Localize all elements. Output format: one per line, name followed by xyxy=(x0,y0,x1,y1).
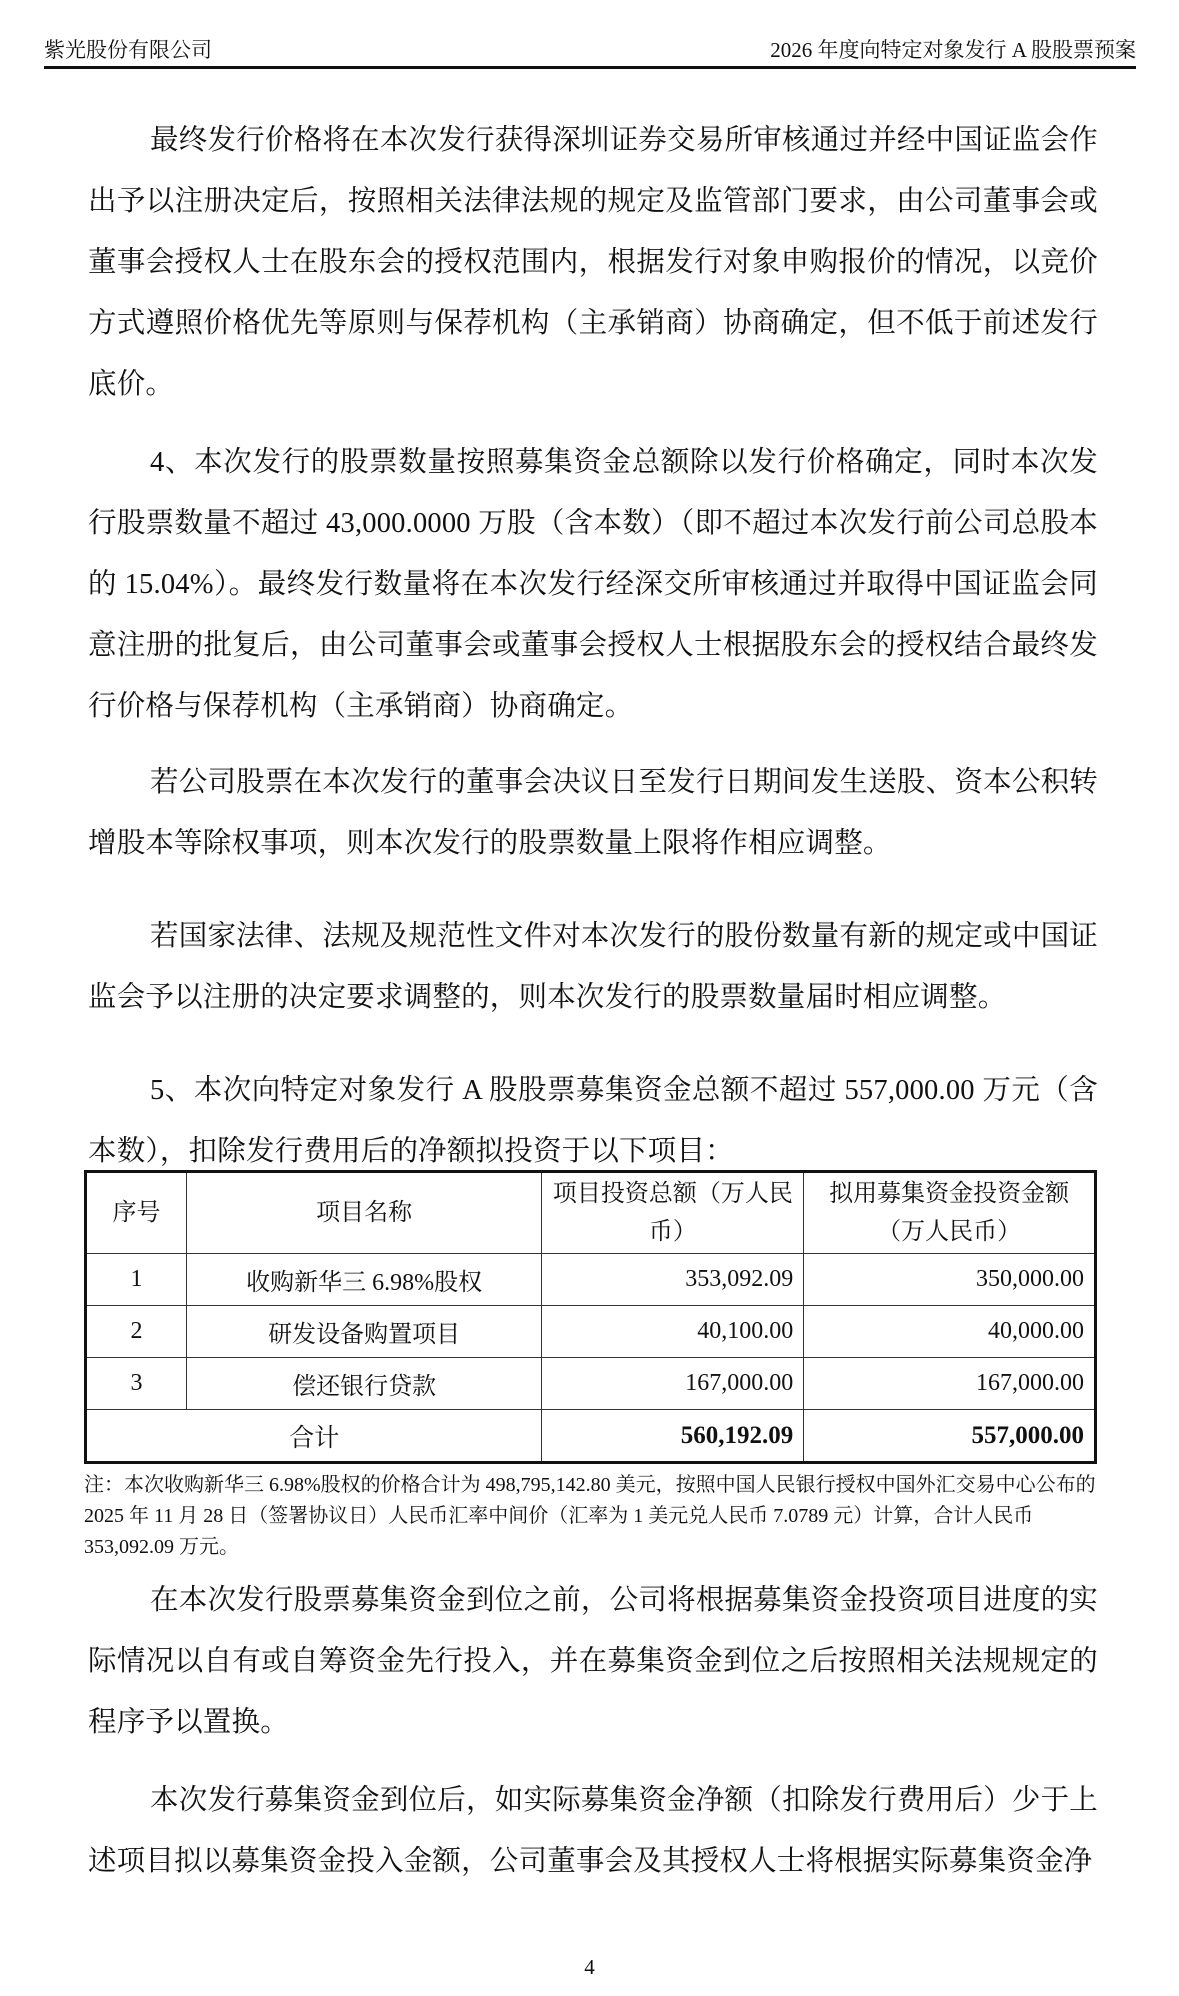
paragraph-fund-raising: 5、本次向特定对象发行 A 股股票募集资金总额不超过 557,000.00 万元（含本数），扣除发行费用后的净额拟投资于以下项目： xyxy=(88,1075,1098,1167)
paragraph-ex-rights-adjustment: 若公司股票在本次发行的董事会决议日至发行日期间发生送股、资本公积转增股本等除权事项，则本次发行的股票数量上限将作相应调整。 xyxy=(88,767,1098,859)
row-index: 2 xyxy=(86,1306,187,1358)
header-index: 序号 xyxy=(86,1172,187,1254)
row-project-name: 收购新华三 6.98%股权 xyxy=(186,1254,542,1306)
paragraph-pre-funding: 在本次发行股票募集资金到位之前，公司将根据募集资金投资项目进度的实际情况以自有或自筹资金先行投入，并在募集资金到位之后按照相关法规规定的程序予以置换。 xyxy=(88,1585,1098,1738)
paragraph-share-quantity: 4、本次发行的股票数量按照募集资金总额除以发行价格确定，同时本次发行股票数量不超过 43,000.0000 万股（含本数）（即不超过本次发行前公司总股本的 15.04%）。最终发行数量将在本次发行经深交所审核通过并取得中国证监会同意注册的批复后，由公司董事会或董事会授权人士根据股东会的授权结合最终发行价格与保荐机构（主承销商）协商确定。 xyxy=(88,447,1098,722)
table-row xyxy=(86,1254,1096,1306)
page-number: 4 xyxy=(584,1955,595,1979)
header-divider xyxy=(44,66,1136,69)
table-total-row xyxy=(86,1410,1096,1463)
header-project-name: 项目名称 xyxy=(186,1172,542,1254)
row-raised-funds: 40,000.00 xyxy=(804,1306,1096,1358)
company-name: 紫光股份有限公司 xyxy=(44,38,212,62)
row-total-investment: 167,000.00 xyxy=(542,1358,804,1410)
paragraph-shortfall: 本次发行募集资金到位后，如实际募集资金净额（扣除发行费用后）少于上述项目拟以募集资金投入金额，公司董事会及其授权人士将根据实际募集资金净 xyxy=(88,1785,1098,1877)
header-total-investment: 项目投资总额（万人民币） xyxy=(542,1172,804,1254)
header-raised-funds: 拟用募集资金投资金额（万人民币） xyxy=(804,1172,1096,1254)
table-row xyxy=(86,1306,1096,1358)
row-index: 3 xyxy=(86,1358,187,1410)
investment-projects-table xyxy=(84,1170,1097,1464)
total-raised-sum: 557,000.00 xyxy=(804,1410,1096,1463)
table-footnote: 注：本次收购新华三 6.98%股权的价格合计为 498,795,142.80 美元，按照中国人民银行授权中国外汇交易中心公布的 2025 年 11 月 28 日（签署协议日）人民币汇率中间价（汇率为 1 美元兑人民币 7.0789 元）计算，合计人民币 353,092.09 万元。 xyxy=(84,1474,1096,1558)
row-total-investment: 40,100.00 xyxy=(542,1306,804,1358)
table-row xyxy=(86,1358,1096,1410)
page-header xyxy=(44,34,1136,64)
table-header-row xyxy=(86,1172,1096,1254)
paragraph-regulatory-adjustment: 若国家法律、法规及规范性文件对本次发行的股份数量有新的规定或中国证监会予以注册的决定要求调整的，则本次发行的股票数量届时相应调整。 xyxy=(88,921,1098,1013)
row-raised-funds: 167,000.00 xyxy=(804,1358,1096,1410)
row-project-name: 偿还银行贷款 xyxy=(186,1358,542,1410)
row-raised-funds: 350,000.00 xyxy=(804,1254,1096,1306)
row-index: 1 xyxy=(86,1254,187,1306)
paragraph-final-price: 最终发行价格将在本次发行获得深圳证券交易所审核通过并经中国证监会作出予以注册决定后，按照相关法律法规的规定及监管部门要求，由公司董事会或董事会授权人士在股东会的授权范围内，根据发行对象申购报价的情况，以竞价方式遵照价格优先等原则与保荐机构（主承销商）协商确定，但不低于前述发行底价。 xyxy=(88,125,1098,400)
total-investment-sum: 560,192.09 xyxy=(542,1410,804,1463)
document-title: 2026 年度向特定对象发行 A 股股票预案 xyxy=(770,38,1136,62)
row-total-investment: 353,092.09 xyxy=(542,1254,804,1306)
row-project-name: 研发设备购置项目 xyxy=(186,1306,542,1358)
total-label: 合计 xyxy=(86,1410,542,1463)
